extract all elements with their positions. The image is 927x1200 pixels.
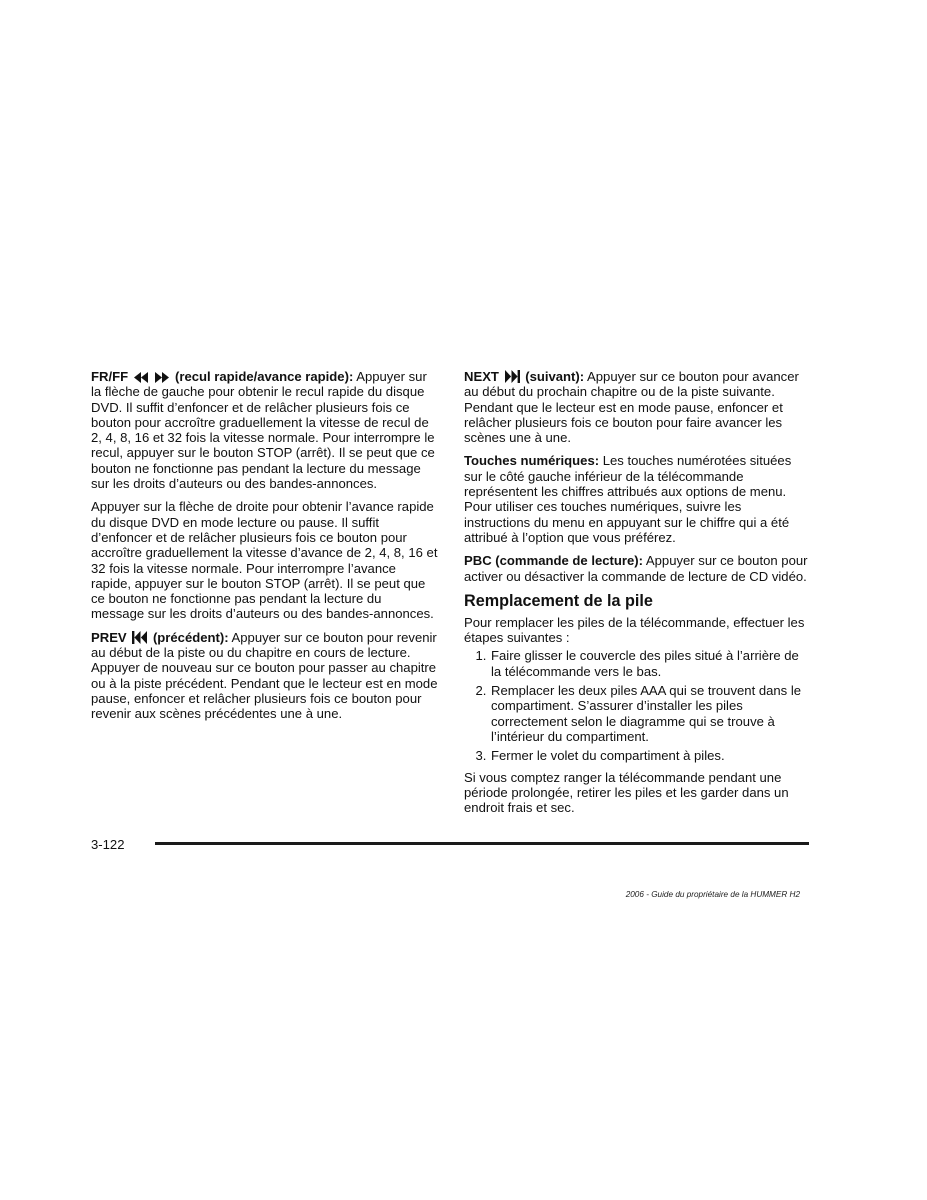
next-icon	[505, 370, 520, 383]
next-paragraph	[464, 369, 810, 445]
prev-text: Appuyer sur ce bouton pour revenir au début de la piste ou du chapitre en cours de lecture. Appuyer de nouveau sur ce bouton pour passer au chapitre ou à la piste précédent. Pendant que le lecteur est en mode pause, enfoncer et relâcher plusieurs fois ce bouton pour revenir aux scènes précédentes une à une.	[91, 629, 438, 722]
next-label: NEXT	[464, 369, 499, 384]
steps-list	[464, 648, 810, 763]
footer-text: 2006 - Guide du propriétaire de la HUMMER H2	[625, 890, 800, 899]
pbc-paragraph	[464, 553, 810, 584]
page-number: 3-122	[91, 837, 125, 852]
section-heading: Remplacement de la pile	[464, 591, 653, 610]
left-column	[91, 369, 438, 730]
frff-paragraph	[91, 369, 438, 491]
touches-title: Touches numériques:	[464, 453, 600, 469]
frff-title: (recul rapide/avance rapide):	[175, 369, 354, 384]
prev-paragraph	[91, 630, 438, 722]
intro-paragraph: Pour remplacer les piles de la télécommande, effectuer les étapes suivantes :	[464, 614, 805, 646]
prev-label: PREV	[91, 629, 127, 645]
list-item: 2. Remplacer les deux piles AAA qui se trouvent dans le compartiment. S’assurer d’installer les piles correctement selon le diagramme qui se trouve à l’intérieur du compartiment.	[490, 683, 810, 744]
rewind-icon	[134, 372, 148, 383]
pbc-text: Appuyer sur ce bouton pour activer ou désactiver la commande de lecture de CD vidéo.	[464, 553, 808, 584]
touches-paragraph	[464, 453, 810, 545]
next-text: Appuyer sur ce bouton pour avancer au début du prochain chapitre ou de la piste suivante. Pendant que le lecteur est en mode pause, enfoncer et relâcher plusieurs fois ce bouton pour faire avancer les scènes une à une.	[464, 369, 799, 446]
prev-title: (précédent):	[152, 629, 229, 645]
fast-forward-icon	[155, 372, 169, 383]
closing-paragraph: Si vous comptez ranger la télécommande pendant une période prolongée, retirer les piles et les garder dans un endroit frais et sec.	[464, 769, 789, 816]
right-column	[464, 369, 810, 823]
list-item: 3. Fermer le volet du compartiment à piles.	[490, 748, 810, 763]
pbc-title: PBC (commande de lecture):	[464, 553, 643, 569]
touches-text: Les touches numérotées situées sur le côté gauche inférieur de la télécommande représentent les chiffres attribués aux options de menu. Pour utiliser ces touches numériques, suivre les instructions du menu en appuyant sur le chiffre qui a été attribué à l’option que vous préférez.	[464, 453, 792, 545]
list-item: 1. Faire glisser le couvercle des piles situé à l’arrière de la télécommande vers le bas.	[490, 648, 810, 679]
next-title: (suivant):	[525, 369, 585, 384]
previous-icon	[132, 631, 147, 644]
ff-paragraph: Appuyer sur la flèche de droite pour obtenir l’avance rapide du disque DVD en mode lecture ou pause. Il suffit d’enfoncer et de relâcher plusieurs fois ce bouton pour accroître graduellement la vitesse d’avance de 2, 4, 8, 16 et 32 fois la vitesse normale. Pour interrompre l’avance rapide, appuyer sur le bouton STOP (arrêt). Il se peut que ce bouton ne fonctionne pas pendant la lecture du message sur les droits d’auteurs ou des bandes-annonces.	[91, 499, 438, 622]
frff-label: FR/FF	[91, 369, 129, 384]
footer-rule	[155, 842, 809, 845]
frff-text: Appuyer sur la flèche de gauche pour obtenir le recul rapide du disque DVD. Il suffit d’enfoncer et de relâcher plusieurs fois ce bouton pour accroître graduellement la vitesse de recul de 2, 4, 8, 16 et 32 fois la vitesse normale. Pour interrompre le recul, appuyer sur le bouton STOP (arrêt). Il se peut que ce bouton ne fonctionne pas pendant la lecture du message sur les droits d’auteurs ou des bandes-annonces.	[91, 369, 435, 492]
